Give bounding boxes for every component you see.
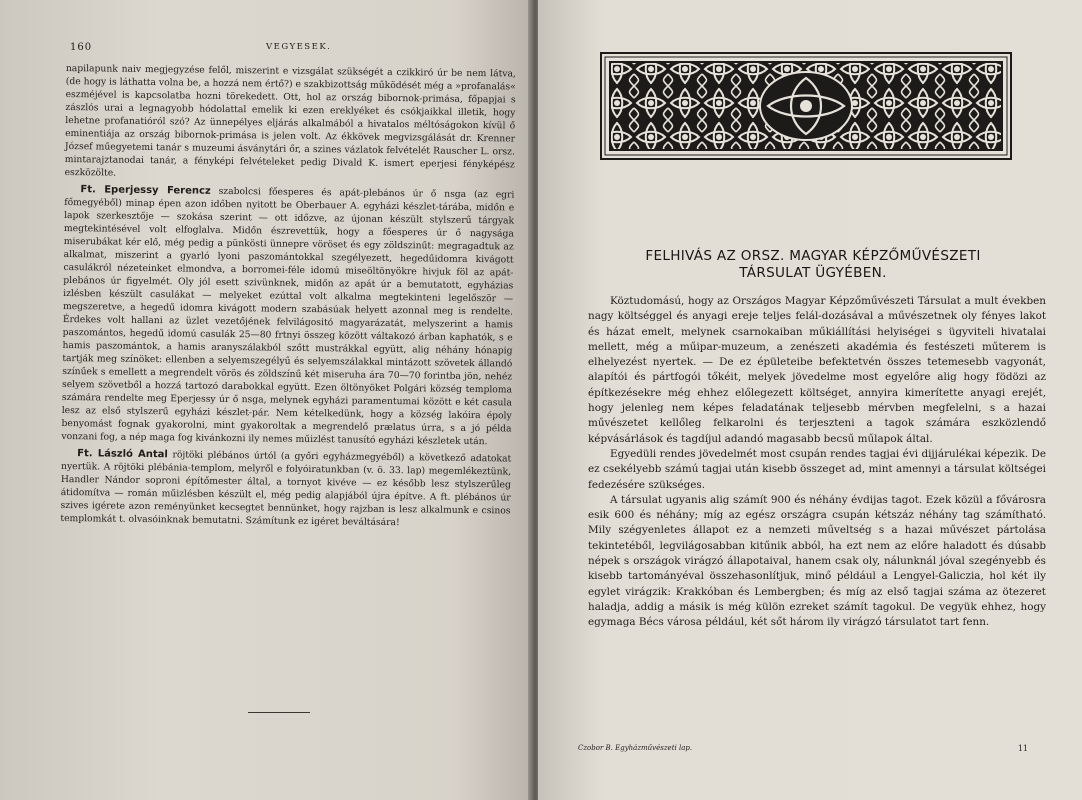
paragraph: Köztudomású, hogy az Országos Magyar Képzőművészeti Társulat a mult években nagy költséggel és anyagi ereje teljes felál-dozásával a művészetnek oly fényes lakot és házat emelt, melynek csarnokaiban műkiállítási helyiségei s ügyviteli hivatalai mellett, még a műipar-muzeum, a zenészeti akadémia és festészeti műterem is elhelyezést nyertek. — De ez épületeibe befektetvén összes tetemesebb vagyonát, alapítói és pártfogói tőkéit, melyek jövedelme most egyelőre alig hogy födözi az építkezésekre még ehhez előlegezett költséget, annyira kimerítette anyagi erejét, hogy jelenleg nem képes feladatának teljesebb mérvben megfelelni, s a hazai művészetet kellőleg felkarolni és terjeszteni a tagok számára eszközlendő képvásárlások és tagdíjul adandó magasabb becsű műlapok által. (588, 295, 1046, 445)
paragraph: Egyedüli rendes jövedelmét most csupán rendes tagjai évi dijjárulékai képezik. De ez csekélyebb számú tagjai után kisebb összeget ad, mint amennyi a társulat költségei fedezésére szükséges. (588, 447, 1046, 491)
page-number: 160 (70, 42, 93, 53)
signature-mark: 11 (1017, 744, 1028, 753)
right-page (538, 0, 1082, 800)
left-page (0, 0, 532, 800)
paragraph: A társulat ugyanis alig számít 900 és néhány évdijas tagot. Ezek közül a fővárosra esik 600 és néhány; míg az egész országra csupán kétszáz néhány tag számítható. Mily szégyenletes állapot ez a nemzeti műveltség s a hazai művészet pártolása tekintetéből, legvilágosabban kitűnik abból, ha ezt nem az előre haladott és dúsabb népek s országok virágzó állapotaival, hanem csak oly, nálunknál jóval szegényebb és kisebb tartományéval összehasonlítjuk, minő például a Lengyel-Galiczia, hol két ily egylet virágzik: Krakkóban és Lembergben; és míg az első tagjai száma az ötezeret haladja, addig a másik is még külön ezreket számít tagokul. De vegyük ehhez, hogy egymaga Bécs városa például, két sőt három ily virágzó társulatot tart fenn. (588, 493, 1046, 629)
entry-laszlo (60, 447, 511, 530)
entry-eperjessy (61, 183, 514, 448)
page-footer (578, 744, 1028, 756)
entry-text: röjtöki plébános úrtól (a győri egyházmegyéből) a következő adatokat nyertük. A röjtöki plébánia-templom, melyről e folyóiratunkban (v. ö. 33. lap) megemlékeztünk, Handler Nándor soproni építőmester által, a tornyot kivéve — ez később lesz stylszerűleg átidomítva — román műizlésben készült el, még pedig alapjából újra építve. A ft. plébános úr szives igérete azon reményünket kecsegtet bennünket, hogy rajzban is lesz alkalmunk e csinos templomkát t. olvasóinknak bemutatni. Számítunk ez igéret beváltására! (60, 449, 512, 529)
running-head (70, 42, 510, 56)
footer-signature: Czobor B. Egyházművészeti lap. (578, 744, 693, 752)
entry-name: Ft. László Antal (77, 448, 168, 461)
section-end-rule (248, 712, 310, 713)
right-column-text (588, 294, 1046, 631)
paragraph: napilapunk naiv megjegyzése felől, miszerint e vizsgálat szükségét a czikkiró úr be nem látva, (de hogy is láthatta volna be, a hozzá nem értő?) e szakbizottság működését még a »profanalás« eszméjével is kapcsolatba hozni törekedett. Ott, hol az ország bibornok-primása, főpapjai s zászlós urai a legnagyobb hódolattal emelik ki ezen ereklyéket és csókjaikkal illetik, hogy lehetne profanatióról szó? Az ünnepélyes eljárás alkalmából a hivatalos méltóságokon kívül ő eminentiája az ország bibornok-primása is jelen volt. Az ékkövek megvizsgálását dr. Krenner József műegyetemi tanár s muzeumi ásványtári őr, a szines vázlatok felvételét Rauscher L. orsz. mintarajztanodai tanár, a fényképi felvételeket pedig Divald K. ismert eperjesi fényképész eszközölte. (64, 62, 516, 179)
article-heading (578, 248, 1048, 282)
entry-name: Ft. Eperjessy Ferencz (80, 184, 211, 197)
ornamental-headpiece-icon (600, 52, 1012, 160)
heading-line: FELHIVÁS AZ ORSZ. MAGYAR KÉPZŐMŰVÉSZETI (645, 248, 981, 264)
heading-line: TÁRSULAT ÜGYÉBEN. (739, 265, 887, 281)
running-title: VEGYESEK. (266, 42, 332, 52)
entry-text: szabolcsi főesperes és apát-plebános úr ő nsga (az egri főmegyéből) minap épen azon időben nyitott be Oberbauer A. egyházi készlet-tárába, midőn e lapok szerkesztője — szokása szerint — ott időzve, az újonan készült stylszerű tárgyak megtekintésével volt elfoglalva. Midőn észrevettük, hogy a főesperes úr ő nagysága miserubákat kér elő, még pedig a pünkösti ünnepre vöröset és egy zöldszinűt: megragadtuk az alkalmat, miszerint a gyarló lyoni paszomántokkal szegélyezett, hegedűidomra kivágott casulákról nézeteinket elmondva, a borromei-féle idomú miseöltönyökre hivjuk föl az apát-plebános úr figyelmét. Oly jól esett szivünknek, midőn az apát úr a bemutatott, egyházias izlésben készült casulákat — melyeket ezúttal volt alkalma megtekinteni legelőször — megszeretve, a hegedű idomra kivágott modern szabásúak helyett azonnal meg is rendelte. Érdekes volt hallani az üzlet vezetőjének felvilágositó magyarázatát, melyszerint a hamis paszomántos, hegedű idomú casulák 25—80 frtnyi összeg között váltakozó árban kaphatók, s e hamis paszomántok, a hamis aranyszálakból szőtt mustrákkal együtt, alig néhány hónapig tartják meg színöket: ellenben a selyemszegélyű és selyemszálakkal mintázott szövetek állandó színűek s emellett a megrendelt vörös és zöldszínű két miseruha ára 70—70 forintba jön, nehéz selyem szövetből a hozzá tartozó darabokkal együtt. Ezen öltönyöket Polgári község temploma számára rendelte meg Eperjessy úr ő nsga, melynek egyházi paramentumai között e két casula lesz az első stylszerű egyházi készlet-pár. Nem kételkedünk, hogy a község lakóira époly benyomást fognak gyakorolni, mint gyakoroltak a megrendelő prælatus úrra, s a jó példa vonzani fog, a nép maga fog kivánkozni ily nemes műizlést tanusító egyházi készletek után. (61, 185, 515, 448)
left-column-text (60, 62, 516, 530)
